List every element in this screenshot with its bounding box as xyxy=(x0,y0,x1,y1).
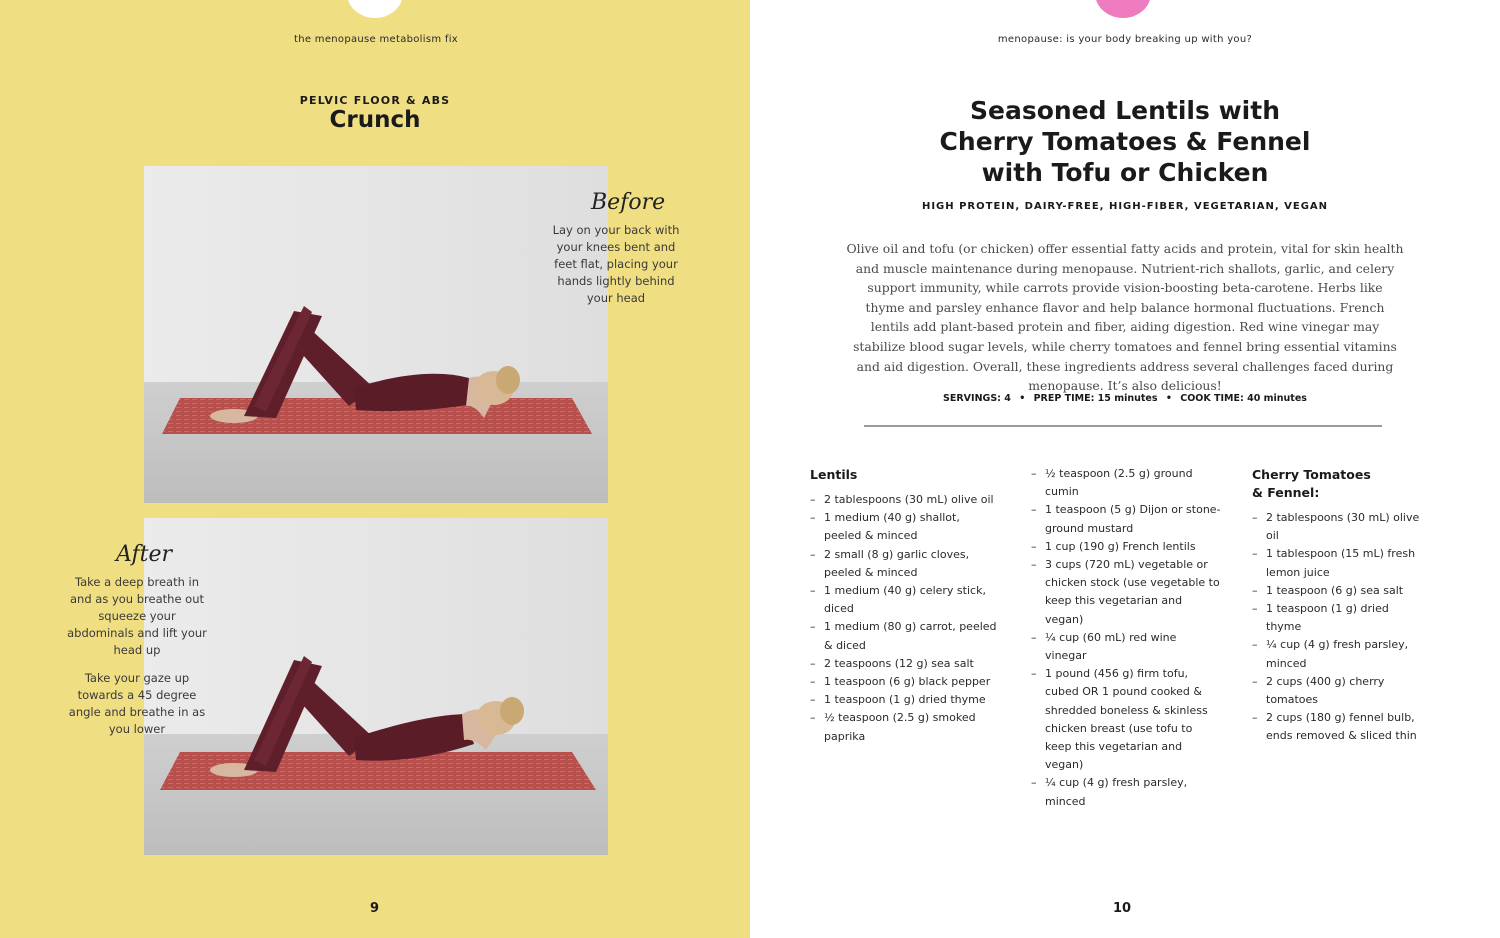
ingredient-item: – 1 teaspoon (6 g) black pepper xyxy=(810,673,1000,691)
ingredient-item: – 2 tablespoons (30 mL) olive oil xyxy=(810,491,1000,509)
page-number-right: 10 xyxy=(1113,901,1132,916)
ingredient-item: – 1 teaspoon (5 g) Dijon or stone-ground mustard xyxy=(1031,501,1221,537)
ingredients-column-1 xyxy=(810,466,1000,746)
ingredient-item: – 1 medium (40 g) celery stick, diced xyxy=(810,582,1000,618)
ingredient-item: – 1 teaspoon (6 g) sea salt xyxy=(1252,582,1422,600)
ingredient-item: – ¼ cup (4 g) fresh parsley, minced xyxy=(1031,774,1221,810)
recipe-title-line: Seasoned Lentils with xyxy=(969,96,1280,125)
ingredients-list-lentils-continued xyxy=(1031,465,1221,811)
ingredients-list-tomatoes-fennel xyxy=(1252,509,1422,746)
after-description xyxy=(66,574,208,749)
ingredient-item: – 1 medium (40 g) shallot, peeled & minced xyxy=(810,509,1000,545)
recipe-meta xyxy=(750,393,1500,404)
recipe-title-line: with Tofu or Chicken xyxy=(981,158,1269,187)
ingredients-heading-lentils: Lentils xyxy=(810,467,858,482)
recipe-intro: Olive oil and tofu (or chicken) offer essential fatty acids and protein, vital for skin health and muscle maintenance during menopause. Nutrient-rich shallots, garlic, and celery support immunity, while carrots provide vision-boosting beta-carotene. Herbs like thyme and parsley enhance flavor and help balance hormonal fluctuations. French lentils add plant-based protein and fiber, aiding digestion. Red wine vinegar may stabilize blood sugar levels, while cherry tomatoes and fennel bring essential vitamins and aid digestion. Overall, these ingredients address several challenges faced during menopause. It’s also delicious! xyxy=(846,241,1404,394)
ingredient-item: – 2 tablespoons (30 mL) olive oil xyxy=(1252,509,1422,545)
page-number-left: 9 xyxy=(370,901,380,916)
exercise-category: PELVIC FLOOR & ABS xyxy=(299,94,451,107)
ingredient-item: – ¼ cup (4 g) fresh parsley, minced xyxy=(1252,636,1422,672)
ingredient-item: – 3 cups (720 mL) vegetable or chicken stock (use vegetable to keep this vegetarian and vegan) xyxy=(1031,556,1221,629)
ingredients-heading-tomatoes-fennel xyxy=(1252,466,1422,502)
right-page xyxy=(750,0,1500,938)
recipe-title-line: Cherry Tomatoes & Fennel xyxy=(939,127,1311,156)
page-tab-marker xyxy=(347,0,403,18)
after-photo xyxy=(144,518,608,855)
ingredients-column-3 xyxy=(1252,466,1422,746)
recipe-diet-tags: HIGH PROTEIN, DAIRY-FREE, HIGH-FIBER, VEGETARIAN, VEGAN xyxy=(921,201,1329,212)
ingredient-item: – 1 teaspoon (1 g) dried thyme xyxy=(1252,600,1422,636)
exercise-title: Crunch xyxy=(329,107,421,133)
after-description-step-1: Take a deep breath in and as you breathe out squeeze your abdominals and lift your head up xyxy=(67,575,207,657)
after-label: After xyxy=(116,542,173,567)
page-tab-marker xyxy=(1095,0,1151,18)
servings: SERVINGS: 4 xyxy=(943,393,1011,404)
ingredient-item: – 2 small (8 g) garlic cloves, peeled & minced xyxy=(810,546,1000,582)
ingredient-item: – 1 teaspoon (1 g) dried thyme xyxy=(810,691,1000,709)
ingredient-item: – 2 cups (180 g) fennel bulb, ends removed & sliced thin xyxy=(1252,709,1422,745)
cook-time: COOK TIME: 40 minutes xyxy=(1180,393,1307,404)
after-description-step-2: Take your gaze up towards a 45 degree angle and breathe in as you lower xyxy=(68,671,206,736)
heading-line: & Fennel: xyxy=(1252,485,1320,500)
ingredient-item: – 2 cups (400 g) cherry tomatoes xyxy=(1252,673,1422,709)
prep-time: PREP TIME: 15 minutes xyxy=(1033,393,1158,404)
ingredient-item: – 1 tablespoon (15 mL) fresh lemon juice xyxy=(1252,545,1422,581)
divider xyxy=(864,425,1382,427)
ingredient-item: – ¼ cup (60 mL) red wine vinegar xyxy=(1031,629,1221,665)
before-label: Before xyxy=(591,190,666,215)
running-head-right: menopause: is your body breaking up with you? xyxy=(997,34,1253,45)
ingredient-item: – 2 teaspoons (12 g) sea salt xyxy=(810,655,1000,673)
ingredient-item: – ½ teaspoon (2.5 g) smoked paprika xyxy=(810,709,1000,745)
ingredient-item: – 1 pound (456 g) firm tofu, cubed OR 1 pound cooked & shredded boneless & skinless chicken breast (use tofu to keep this vegetarian and vegan) xyxy=(1031,665,1221,774)
meta-separator: • xyxy=(1019,393,1026,404)
before-description: Lay on your back with your knees bent and feet flat, placing your hands lightly behind your head xyxy=(552,223,680,305)
ingredient-item: – 1 medium (80 g) carrot, peeled & diced xyxy=(810,618,1000,654)
ingredient-item: – ½ teaspoon (2.5 g) ground cumin xyxy=(1031,465,1221,501)
running-head-left: the menopause metabolism fix xyxy=(293,34,458,45)
ingredients-column-2 xyxy=(1031,465,1221,811)
before-photo xyxy=(144,166,608,503)
meta-separator: • xyxy=(1165,393,1172,404)
ingredients-list-lentils xyxy=(810,491,1000,746)
ingredient-item: – 1 cup (190 g) French lentils xyxy=(1031,538,1221,556)
heading-line: Cherry Tomatoes xyxy=(1252,467,1371,482)
recipe-title xyxy=(750,95,1500,188)
